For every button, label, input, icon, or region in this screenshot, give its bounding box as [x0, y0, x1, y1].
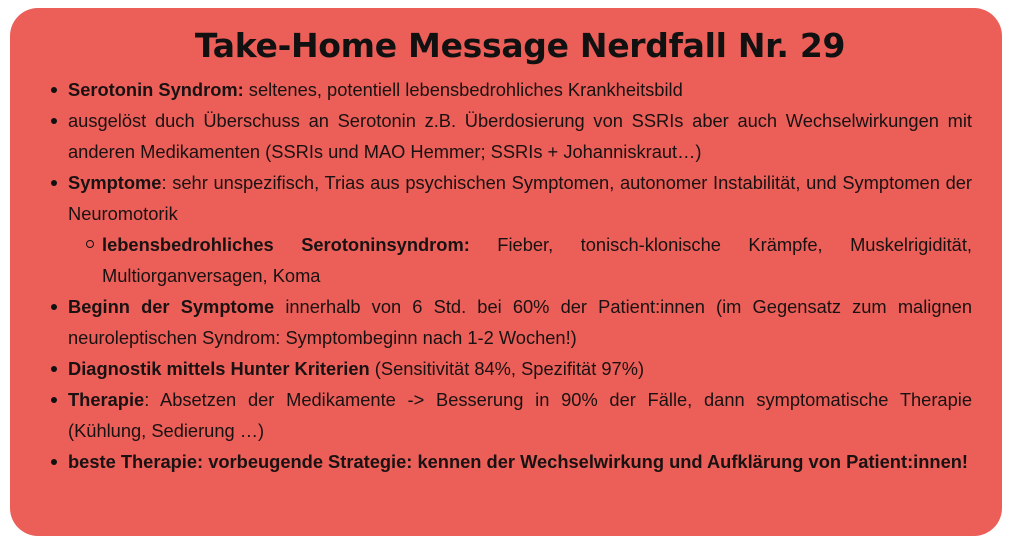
bullet-serotonin-syndrom	[68, 74, 972, 105]
bullet-text: seltenes, potentiell lebensbedrohliches Krankheitsbild	[243, 79, 683, 100]
bullet-text: (Sensitivität 84%, Spezifität 97%)	[369, 358, 645, 379]
bullet-bold: Therapie	[68, 389, 145, 410]
bullet-text: innerhalb von 6 Std. bei 60% der Patient:innen (im Gegensatz zum malignen neuroleptischen Syndrom: Symptombeginn nach 1-2 Wochen!)	[68, 296, 973, 348]
bullet-bold: Serotonin Syndrom:	[68, 79, 244, 100]
sub-bullet-bold: lebensbedrohliches Serotoninsyndrom:	[102, 234, 470, 255]
bullet-text: : Absetzen der Medikamente -> Besserung in 90% der Fälle, dann symptomatische Therapie (Kühlung, Sedierung …)	[68, 389, 972, 441]
take-home-card	[10, 8, 1002, 536]
bullet-bold: Diagnostik mittels Hunter Kriterien	[68, 358, 370, 379]
bullet-symptome	[68, 167, 972, 291]
sub-bullet-text: Fieber, tonisch-klonische Krämpfe, Muskelrigidität, Multiorganversagen, Koma	[102, 234, 972, 286]
bullet-therapie	[68, 384, 972, 446]
bullet-bold: Symptome	[68, 172, 162, 193]
bullet-bold: Beginn der Symptome	[68, 296, 275, 317]
page-title: Take-Home Message Nerdfall Nr. 29	[194, 26, 846, 65]
bullet-diagnostik	[68, 353, 972, 384]
bullet-ausloeser	[68, 105, 972, 167]
sub-bullet-list	[68, 229, 972, 291]
bullet-beginn	[68, 291, 972, 353]
bullet-text: : sehr unspezifisch, Trias aus psychischen Symptomen, autonomer Instabilität, und Symptomen der Neuromotorik	[68, 172, 972, 224]
bullet-bold: beste Therapie: vorbeugende Strategie: kennen der Wechselwirkung und Aufklärung von Patient:innen!	[68, 451, 968, 472]
bullet-list	[68, 74, 972, 477]
bullet-beste-therapie	[68, 446, 972, 477]
bullet-text: ausgelöst duch Überschuss an Serotonin z.B. Überdosierung von SSRIs aber auch Wechselwirkungen mit anderen Medikamenten (SSRIs und MAO Hemmer; SSRIs + Johanniskraut…)	[68, 110, 972, 162]
sub-bullet-lebensbedrohlich	[102, 229, 972, 291]
